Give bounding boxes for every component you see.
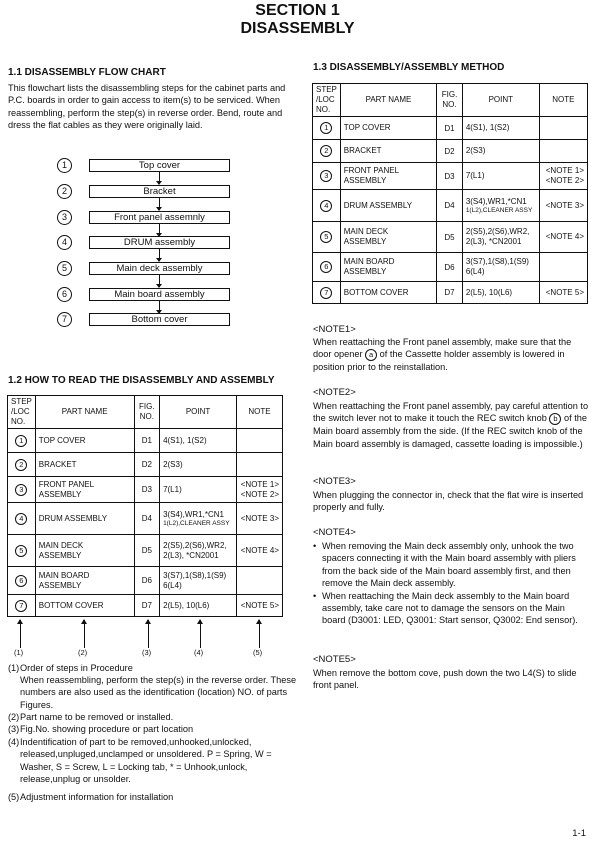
step-number: 2 (15, 459, 27, 471)
flow-step-box: Main deck assembly (89, 262, 230, 275)
step-number: 5 (15, 545, 27, 557)
step-number: 2 (320, 145, 332, 157)
note-4-title: <NOTE4> (313, 527, 356, 538)
note-4-bullet: • When reattaching the Main deck assembly to the Main board assembly, take care not to damage the sensors on the Main board (D3001: LED, Q3001: Start sensor, Q3002: End sensor). (313, 590, 590, 627)
section-number: SECTION 1 (255, 2, 340, 19)
flow-arrow (159, 224, 160, 236)
fig-no: D6 (437, 253, 463, 282)
header-part-name: PART NAME (35, 396, 134, 429)
fig-no: D5 (134, 535, 159, 567)
flow-step-number: 5 (57, 261, 72, 276)
part-name: DRUM ASSEMBLY (38, 513, 108, 523)
page-number: 1-1 (572, 828, 586, 839)
point: 4(S1), 1(S2) (163, 435, 207, 445)
page-title: DISASSEMBLY (240, 20, 355, 37)
flow-chart-intro: This flowchart lists the disassembling steps for the cabinet parts and P.C. boards in order to gain access to item(s) to be serviced. When reassembling, perform the step(s) in reverse order. Bend, route and dress the flat cables as they were originally laid. (8, 83, 286, 131)
column-marker-label: (1) (14, 648, 24, 657)
table-row (8, 535, 283, 567)
flow-arrow (159, 249, 160, 261)
flow-arrow (159, 172, 160, 184)
flow-step-box: Bottom cover (89, 313, 230, 326)
note: <NOTE 1> <NOTE 2> (237, 477, 283, 503)
flow-step-box: Main board assembly (89, 288, 230, 301)
point: 3(S4),WR1,*CN1 (465, 196, 527, 206)
point: 7(L1) (163, 484, 182, 494)
header-part-name: PART NAME (340, 84, 436, 117)
note-3-text: When plugging the connector in, check that the flat wire is inserted properly and fully. (313, 490, 584, 513)
fig-no: D4 (134, 503, 159, 535)
explanation-item: When reassembling, perform the step(s) in the reverse order. These numbers are also used as the identification (location) NO. of parts Figures. (20, 675, 297, 710)
point: 7(L1) (465, 171, 485, 180)
table-row (313, 117, 588, 140)
table-row (313, 140, 588, 163)
header-note: NOTE (237, 396, 283, 429)
fig-no: D3 (437, 163, 463, 190)
column-marker-label: (4) (194, 648, 204, 657)
step-number: 4 (320, 200, 332, 212)
table-row (313, 282, 588, 304)
part-name: TOP COVER (343, 123, 391, 132)
column-marker-arrow (148, 620, 149, 648)
point-detail: 1(L2),CLEANER ASSY (465, 206, 533, 214)
step-number: 3 (320, 170, 332, 182)
part-name: DRUM ASSEMBLY (343, 200, 413, 210)
note: <NOTE 4> (237, 535, 283, 567)
header-point: POINT (160, 396, 237, 429)
note-3-title: <NOTE3> (313, 476, 356, 487)
note-2-title: <NOTE2> (313, 387, 356, 398)
point: 3(S4),WR1,*CN1 (163, 509, 224, 519)
header-point: POINT (462, 84, 539, 117)
step-number: 3 (15, 484, 27, 496)
flow-step-number: 3 (57, 210, 72, 225)
part-name: FRONT PANEL ASSEMBLY (38, 479, 94, 499)
flow-step-box: Bracket (89, 185, 230, 198)
table-row (8, 567, 283, 595)
header-step: STEP /LOC NO. (8, 396, 36, 429)
flow-chart-heading: 1.1 DISASSEMBLY FLOW CHART (8, 67, 166, 78)
step-number: 1 (15, 435, 27, 447)
note: <NOTE 5> (237, 595, 283, 617)
part-name: BOTTOM COVER (343, 287, 409, 297)
table-header-row (313, 84, 588, 117)
method-heading: 1.3 DISASSEMBLY/ASSEMBLY METHOD (313, 62, 505, 73)
step-number: 5 (320, 231, 332, 243)
flow-arrow (159, 198, 160, 210)
column-marker-arrow (20, 620, 21, 648)
note-4-bullet: • When removing the Main deck assembly only, unhook the two spacers connecting it with the Main board assembly with pliers from the back side of the Main board assembly first, and then remove the Main deck assembly. (313, 540, 590, 590)
fig-no: D7 (437, 282, 463, 304)
note (539, 253, 587, 282)
point: 2(L5), 10(L6) (163, 600, 210, 610)
fig-no: D4 (437, 190, 463, 222)
column-marker-label: (2) (78, 648, 88, 657)
part-name: BOTTOM COVER (38, 600, 104, 610)
part-name: FRONT PANEL ASSEMBLY (343, 166, 399, 185)
step-number: 6 (15, 575, 27, 587)
door-opener-callout: a (365, 349, 377, 361)
flow-step-number: 2 (57, 184, 72, 199)
explanation-item: (1) Order of steps in Procedure (8, 663, 133, 673)
flow-step-number: 6 (57, 287, 72, 302)
part-name: BRACKET (343, 146, 382, 155)
table-row (8, 429, 283, 453)
rec-switch-callout: b (549, 413, 561, 425)
part-name: MAIN BOARD ASSEMBLY (343, 257, 395, 276)
note (237, 429, 283, 453)
flow-step-number: 4 (57, 235, 72, 250)
table-row (313, 163, 588, 190)
explanation-item: (4) Indentification of part to be removed,unhooked,unlocked, released,unpluged,unclamped or unsoldered. P = Spring, W = Washer, S = Screw, L = Locking tab, * = Unhook,unlock, release,unplug or unsolder. (8, 737, 272, 784)
column-marker-arrow (84, 620, 85, 648)
flow-step-number: 1 (57, 158, 72, 173)
column-marker-label: (3) (142, 648, 152, 657)
part-name: MAIN DECK ASSEMBLY (343, 227, 389, 246)
note-2-text: When reattaching the Front panel assembly, pay careful attention to the switch lever not to make it touch the REC switch knob b of the Main board assembly from the side. (If the REC switch knob of the Main board assembly is damaged, cassette loading is impossible.) (313, 401, 589, 449)
how-to-read-heading: 1.2 HOW TO READ THE DISASSEMBLY AND ASSEMBLY (8, 375, 275, 386)
table-row (313, 253, 588, 282)
column-marker-label: (5) (253, 648, 263, 657)
fig-no: D6 (134, 567, 159, 595)
point: 2(S3) (163, 459, 183, 469)
note (237, 453, 283, 477)
column-marker-arrow (259, 620, 260, 648)
header-note: NOTE (539, 84, 587, 117)
note-1-text: When reattaching the Front panel assembly, make sure that the door opener a of the Cassette holder assembly is lowered in position prior to the reinstallation. (313, 337, 572, 373)
step-number: 6 (320, 261, 332, 273)
table-header-row (8, 396, 283, 429)
note-4-text (313, 540, 590, 627)
table-row (8, 477, 283, 503)
header-step: STEP /LOC NO. (313, 84, 341, 117)
note-5-title: <NOTE5> (313, 654, 356, 665)
note: <NOTE 5> (539, 282, 587, 304)
flow-arrow (159, 275, 160, 287)
fig-no: D5 (437, 222, 463, 253)
table-row (8, 453, 283, 477)
point: 3(S7),1(S8),1(S9) 6(L4) (465, 257, 529, 276)
explanation-item: (3) Fig.No. showing procedure or part location (8, 724, 194, 734)
explanation-item: (5) Adjustment information for installation (8, 792, 174, 802)
note: <NOTE 3> (237, 503, 283, 535)
point: 3(S7),1(S8),1(S9) 6(L4) (163, 570, 227, 590)
step-number: 7 (320, 287, 332, 299)
table-row (8, 595, 283, 617)
table-row (8, 503, 283, 535)
fig-no: D1 (134, 429, 159, 453)
fig-no: D1 (437, 117, 463, 140)
part-name: MAIN BOARD ASSEMBLY (38, 570, 90, 590)
fig-no: D3 (134, 477, 159, 503)
point-detail: 1(L2),CLEANER ASSY (163, 519, 230, 527)
fig-no: D2 (437, 140, 463, 163)
note: <NOTE 1> <NOTE 2> (539, 163, 587, 190)
header-fig-no: FIG. NO. (437, 84, 463, 117)
part-name: TOP COVER (38, 435, 86, 445)
note (539, 140, 587, 163)
explanation-item: (2) Part name to be removed or installed. (8, 712, 174, 722)
part-name: MAIN DECK ASSEMBLY (38, 540, 84, 560)
note (539, 117, 587, 140)
flow-step-number: 7 (57, 312, 72, 327)
header-fig-no: FIG. NO. (134, 396, 159, 429)
point: 4(S1), 1(S2) (465, 123, 510, 132)
point: 2(L5), 10(L6) (465, 287, 513, 297)
method-table (312, 83, 588, 304)
note: <NOTE 4> (539, 222, 587, 253)
point: 2(S3) (465, 146, 486, 155)
part-name: BRACKET (38, 459, 77, 469)
flow-step-box: Top cover (89, 159, 230, 172)
point: 2(S5),2(S6),WR2, 2(L3), *CN2001 (465, 227, 530, 246)
flow-step-box: Front panel assemnly (89, 211, 230, 224)
step-number: 4 (15, 513, 27, 525)
column-marker-arrow (200, 620, 201, 648)
note-1-title: <NOTE1> (313, 324, 356, 335)
note (237, 567, 283, 595)
step-number: 7 (15, 600, 27, 612)
flow-step-box: DRUM assembly (89, 236, 230, 249)
note: <NOTE 3> (539, 190, 587, 222)
fig-no: D2 (134, 453, 159, 477)
point: 2(S5),2(S6),WR2, 2(L3), *CN2001 (163, 540, 227, 560)
note-5-text: When remove the bottom cove, push down the two L4(S) to slide front panel. (313, 668, 577, 691)
example-table (7, 395, 283, 617)
fig-no: D7 (134, 595, 159, 617)
flow-arrow (159, 301, 160, 313)
table-row (313, 222, 588, 253)
table-row (313, 190, 588, 222)
step-number: 1 (320, 122, 332, 134)
